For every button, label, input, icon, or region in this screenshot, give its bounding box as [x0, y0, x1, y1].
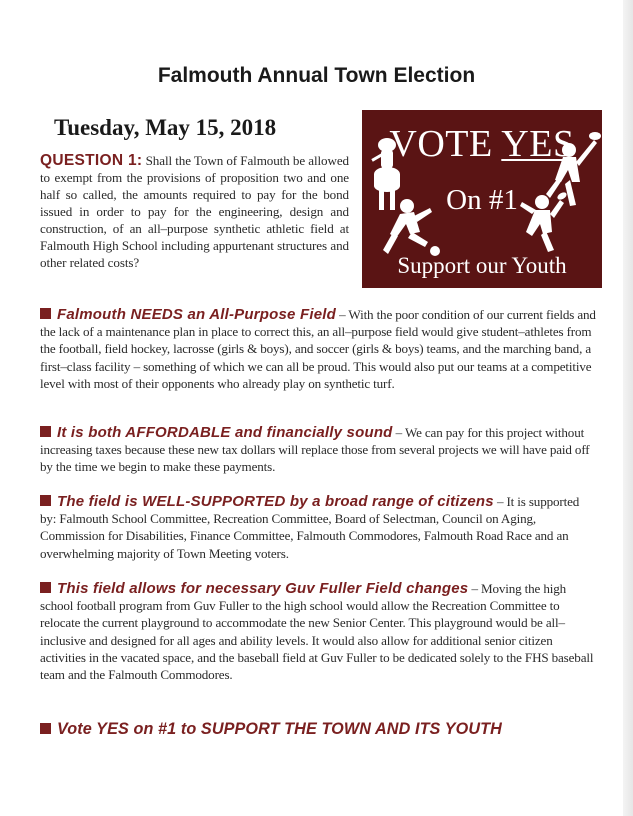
section-needs-field	[40, 306, 596, 392]
closing-text: Vote YES on #1 to SUPPORT THE TOWN AND ITS YOUTH	[57, 720, 502, 738]
bullet-square-icon	[40, 426, 51, 437]
question-number: On #1	[446, 184, 518, 216]
document-title: Falmouth Annual Town Election	[157, 64, 476, 87]
support-youth-slogan: Support our Youth	[397, 253, 567, 278]
section-well-supported	[40, 493, 596, 562]
section-affordable	[40, 424, 596, 476]
section-heading: This field allows for necessary Guv Fuller Field changes	[57, 580, 469, 597]
section-guv-fuller	[40, 580, 596, 683]
bullet-square-icon	[40, 723, 51, 734]
vote-yes-heading	[362, 124, 602, 164]
closing-call-to-action	[40, 720, 600, 739]
section-text: – Moving the high school football program from Guv Fuller to the high school would allow the Recreation Committee to relocate the current playground to accommodate the new Senior Center. This playground would be all–inclusive and designed for all ages and ability levels. It would also allow for additional senior citizen activities in the vacated space, and the baseball field at Guv Fuller to be dedicated solely to the FHS baseball team and the Falmouth Commodores.	[40, 581, 594, 683]
vote-word: VOTE	[389, 123, 502, 165]
election-date: Tuesday, May 15, 2018	[54, 115, 277, 140]
bullet-square-icon	[40, 582, 51, 593]
section-heading: Falmouth NEEDS an All-Purpose Field	[57, 306, 336, 323]
section-heading: It is both AFFORDABLE and financially sound	[57, 424, 393, 441]
bullet-square-icon	[40, 308, 51, 319]
vote-yes-graphic	[362, 110, 602, 288]
question-1-paragraph	[40, 152, 349, 271]
section-text: – It is supported by: Falmouth School Committee, Recreation Committee, Board of Selectman, Council on Aging, Commission for Disabilities, Finance Committee, Falmouth Commodores, Falmouth Road Race and an overwhelming majority of Town Meeting voters.	[40, 494, 580, 561]
section-heading: The field is WELL-SUPPORTED by a broad range of citizens	[57, 493, 494, 510]
yes-word: YES	[501, 123, 575, 165]
page-edge	[623, 0, 633, 816]
question-1-label: QUESTION 1:	[40, 152, 143, 169]
section-text: – With the poor condition of our current fields and the lack of a maintenance plan in place to correct this, an all–purpose field would give student–athletes from the football, field hockey, lacrosse (girls & boys), and soccer (girls & boys) teams, and the marching band, a first–class facility – something of which we can all be proud. This would also put our teams at a competitive level with most of their opponents who already play on synthetic turf.	[40, 307, 596, 391]
bullet-square-icon	[40, 495, 51, 506]
question-1-text: Shall the Town of Falmouth be allowed to exempt from the provisions of proposition two and one half so called, the amounts required to pay for the bond issued in order to pay for the engineering, design and construction, of an all–purpose synthetic athletic field at Falmouth High School including appurtenant structures and other related costs?	[40, 153, 349, 270]
section-text: – We can pay for this project without increasing taxes because these new tax dollars will replace those from several projects we will have paid off by the time we begin to make these payments.	[40, 425, 590, 475]
